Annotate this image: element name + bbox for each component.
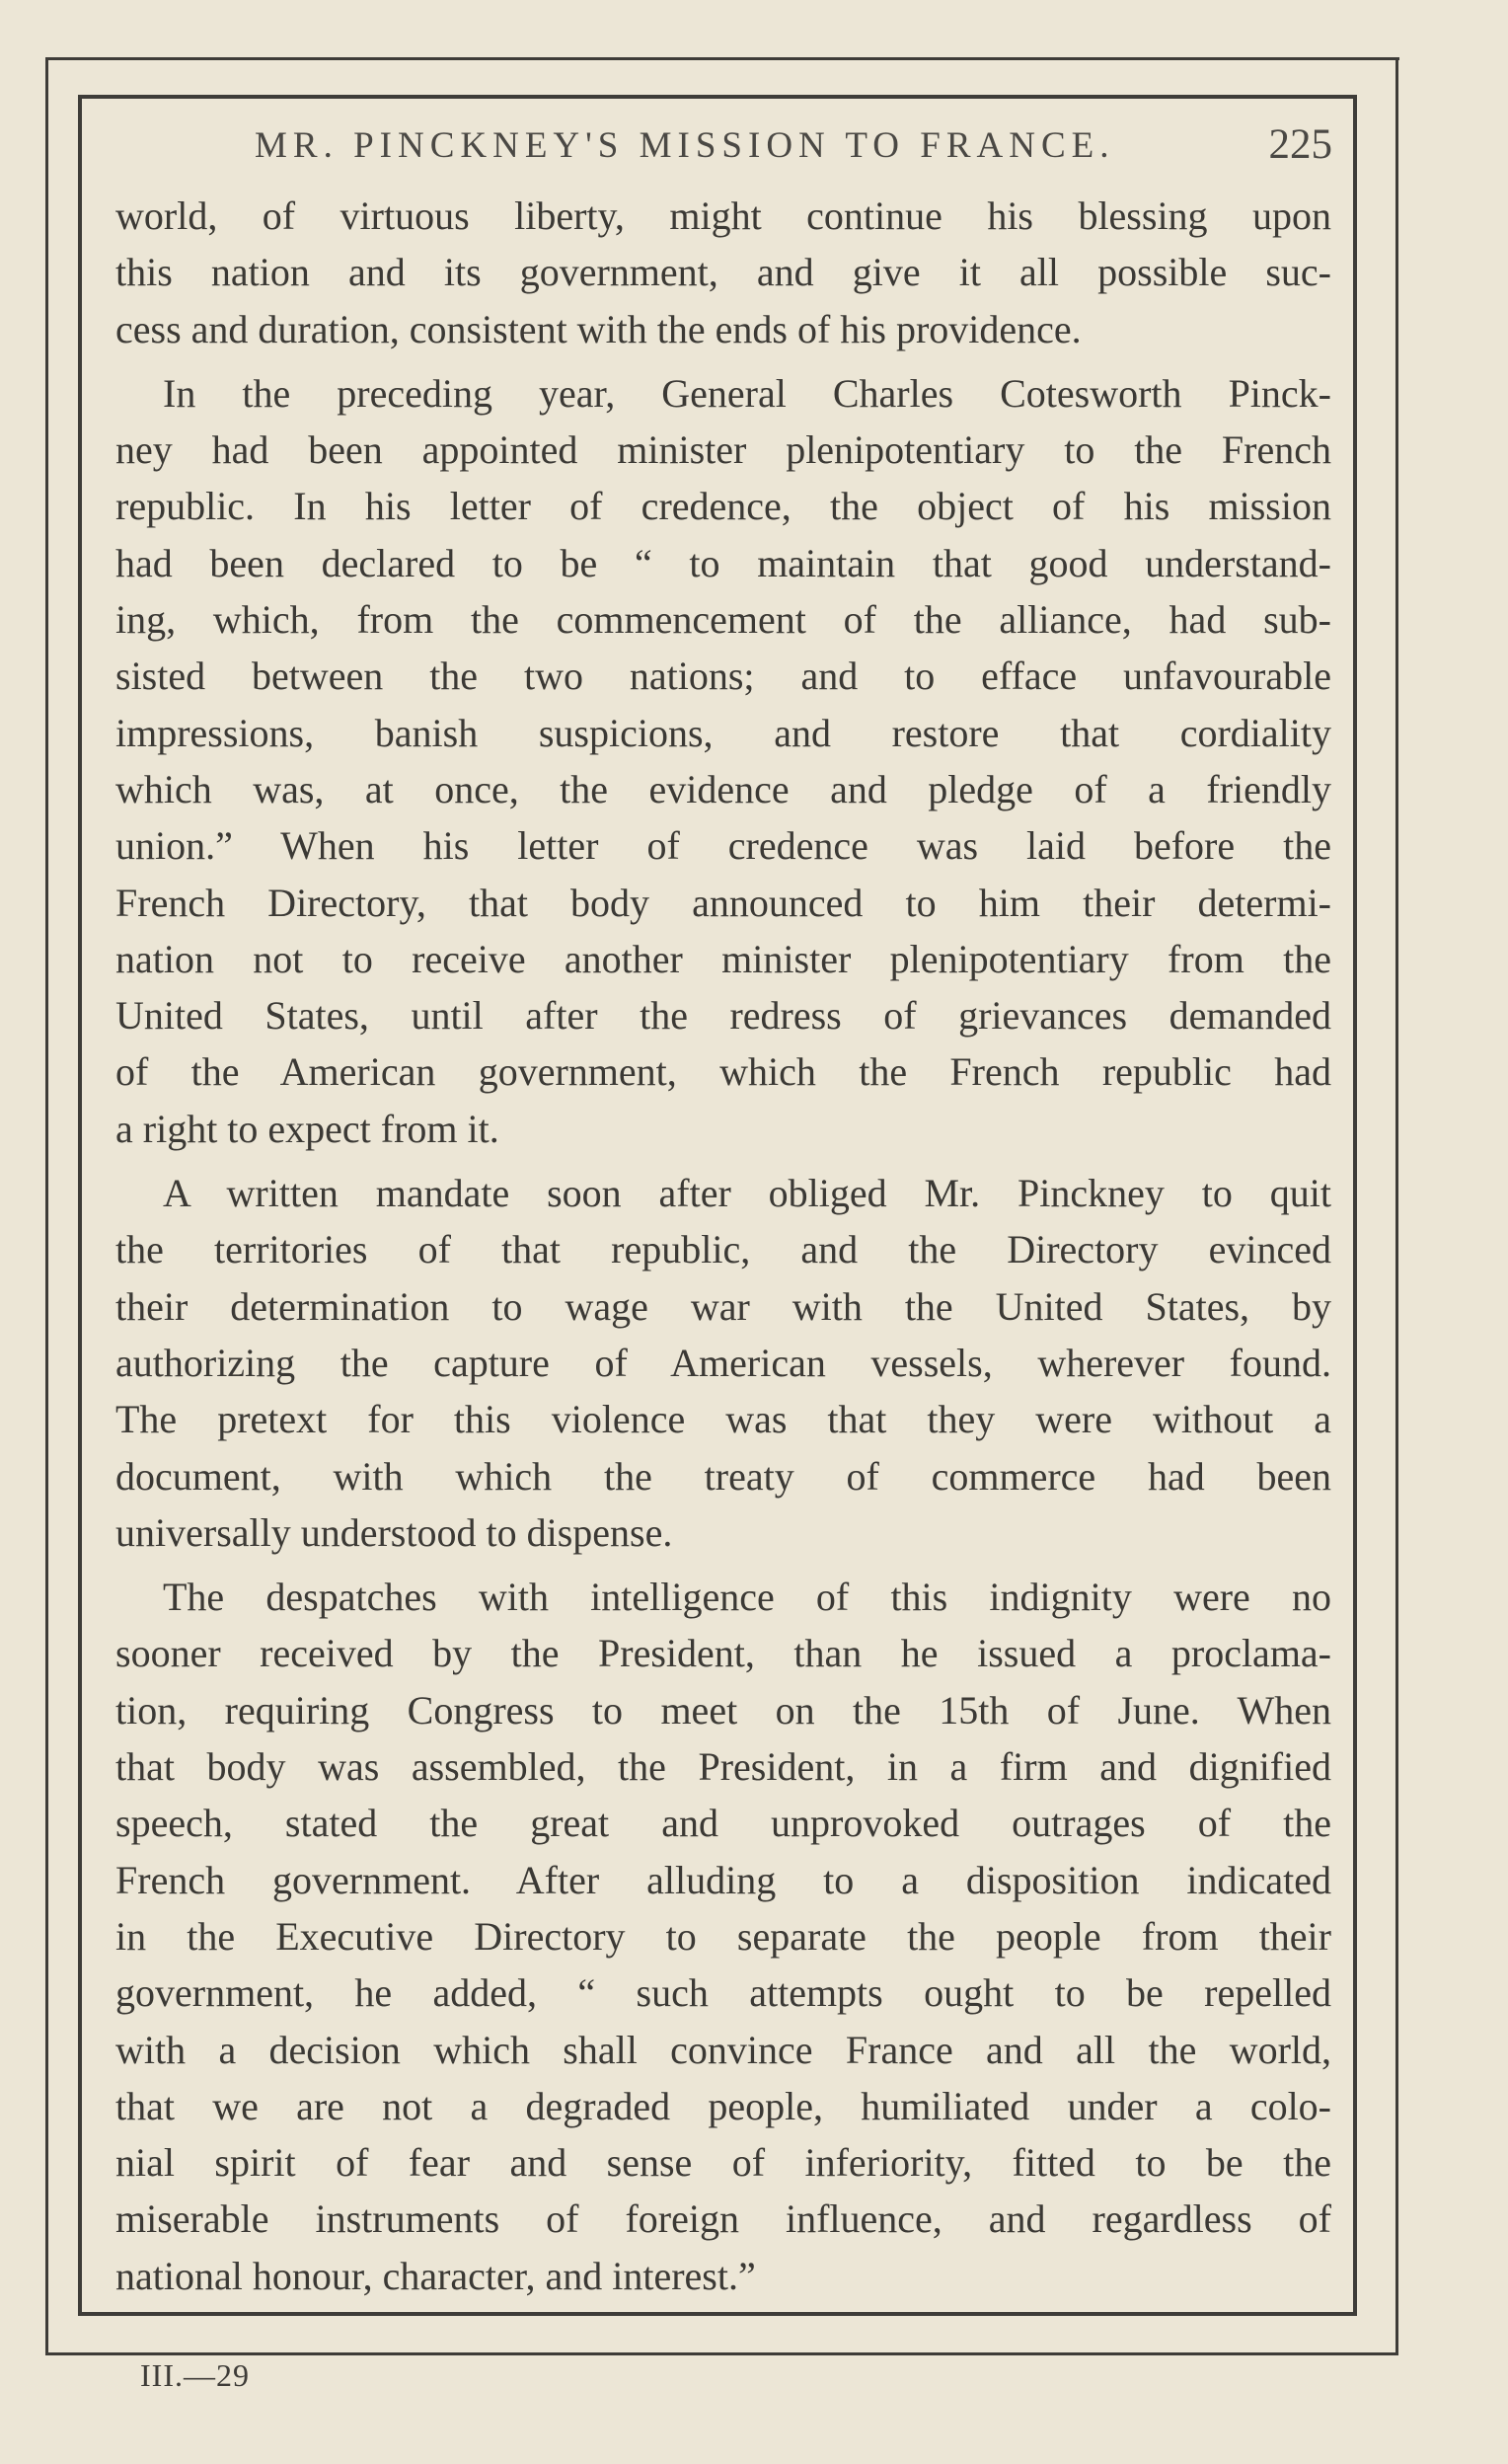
page-number: 225 bbox=[1268, 121, 1332, 168]
text-line: In the preceding year, General Charles Cotesworth Pinck- bbox=[163, 370, 1331, 416]
text-line: national honour, character, and interest.” bbox=[115, 2253, 756, 2298]
page-header bbox=[118, 116, 1332, 176]
text-line: this nation and its government, and give it all possible suc- bbox=[115, 250, 1331, 295]
text-line: their determination to wage war with the United States, by bbox=[115, 1283, 1331, 1329]
paragraph bbox=[115, 188, 1331, 357]
paragraph bbox=[115, 365, 1331, 1157]
text-line: had been declared to be “ to maintain that good understand- bbox=[115, 540, 1331, 585]
text-line: ney had been appointed minister plenipotentiary to the French bbox=[115, 427, 1331, 473]
running-head: MR. PINCKNEY'S MISSION TO FRANCE. bbox=[255, 125, 1115, 166]
text-line: miserable instruments of foreign influence, and regardless of bbox=[115, 2196, 1331, 2242]
text-line: speech, stated the great and unprovoked outrages of the bbox=[115, 1801, 1331, 1846]
text-line: authorizing the capture of American vessels, wherever found. bbox=[115, 1340, 1331, 1385]
text-line: government, he added, “ such attempts ought to be repelled bbox=[115, 1970, 1331, 2016]
inner-frame-right-rule bbox=[1353, 95, 1357, 2316]
paragraph bbox=[115, 1165, 1331, 1561]
text-line: the territories of that republic, and the Directory evinced bbox=[115, 1227, 1331, 1272]
text-line: world, of virtuous liberty, might continue his blessing upon bbox=[115, 193, 1331, 238]
text-line: universally understood to dispense. bbox=[115, 1509, 673, 1555]
text-line: that body was assembled, the President, in a firm and dignified bbox=[115, 1744, 1331, 1790]
text-line: A written mandate soon after obliged Mr. Pinckney to quit bbox=[163, 1171, 1331, 1216]
text-line: sooner received by the President, than he issued a proclama- bbox=[115, 1631, 1331, 1676]
text-line: United States, until after the redress of grievances demanded bbox=[115, 993, 1331, 1039]
inner-frame-left-rule bbox=[78, 95, 82, 2316]
outer-frame-right-rule bbox=[1395, 57, 1398, 2355]
text-line: nation not to receive another minister plenipotentiary from the bbox=[115, 936, 1331, 981]
inner-frame-bottom-rule bbox=[78, 2312, 1357, 2316]
text-line: ing, which, from the commencement of the alliance, had sub- bbox=[115, 597, 1331, 643]
outer-frame-top-rule bbox=[47, 57, 1399, 60]
text-line: sisted between the two nations; and to efface unfavourable bbox=[115, 654, 1331, 699]
outer-frame-bottom-rule bbox=[45, 2352, 1398, 2355]
text-line: with a decision which shall convince France and all the world, bbox=[115, 2027, 1331, 2072]
text-line: republic. In his letter of credence, the object of his mission bbox=[115, 484, 1331, 529]
text-line: tion, requiring Congress to meet on the 15th of June. When bbox=[115, 1687, 1331, 1732]
text-line: document, with which the treaty of commerce had been bbox=[115, 1453, 1331, 1499]
text-line: nial spirit of fear and sense of inferiority, fitted to be the bbox=[115, 2140, 1331, 2186]
body-text bbox=[115, 188, 1331, 2304]
text-line: French Directory, that body announced to him their determi- bbox=[115, 880, 1331, 925]
outer-frame-left-rule bbox=[45, 57, 48, 2355]
text-line: that we are not a degraded people, humiliated under a colo- bbox=[115, 2083, 1331, 2128]
text-line: The pretext for this violence was that they were without a bbox=[115, 1397, 1331, 1442]
text-line: impressions, banish suspicions, and restore that cordiality bbox=[115, 710, 1331, 755]
text-line: cess and duration, consistent with the ends of his providence. bbox=[115, 306, 1082, 351]
paragraph bbox=[115, 1569, 1331, 2304]
text-line: union.” When his letter of credence was laid before the bbox=[115, 823, 1331, 869]
inner-frame-top-rule bbox=[79, 95, 1356, 99]
text-line: French government. After alluding to a disposition indicated bbox=[115, 1857, 1331, 1902]
text-line: of the American government, which the French republic had bbox=[115, 1049, 1331, 1095]
signature-mark: III.—29 bbox=[140, 2357, 250, 2393]
text-line: which was, at once, the evidence and pledge of a friendly bbox=[115, 766, 1331, 811]
text-line: in the Executive Directory to separate the people from their bbox=[115, 1913, 1331, 1959]
text-line: a right to expect from it. bbox=[115, 1106, 499, 1151]
text-line: The despatches with intelligence of this indignity were no bbox=[163, 1575, 1331, 1620]
